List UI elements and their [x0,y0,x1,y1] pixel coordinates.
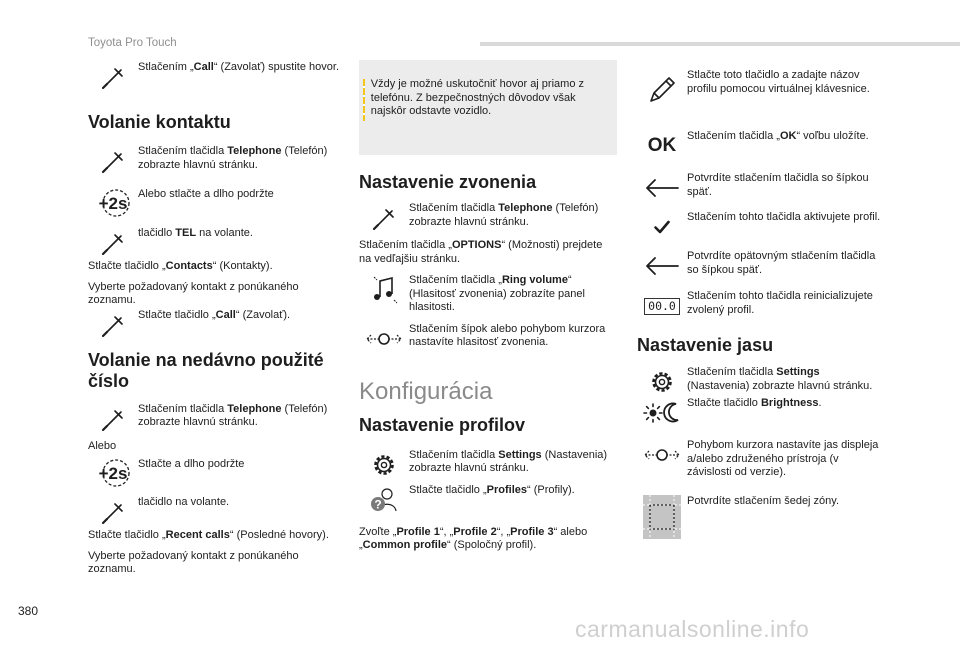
cursor-slider-icon [637,438,687,472]
section-heading-recent: Volanie na nedávno použité číslo [88,349,324,391]
music-note-icon [359,273,409,307]
tap-hand-icon [359,201,409,235]
instruction-steering [88,495,343,529]
instruction-grey-zone [637,494,882,540]
ok-label: OK [647,135,677,156]
instruction-ring-volume [359,273,617,315]
instruction-text: Stlačením tlačidla Telephone (Telefón) zobrazte hlavnú stránku. [409,202,599,228]
pencil-icon [637,68,687,112]
tap-hand-icon [88,60,138,94]
paragraph: Vyberte požadovaný kontakt z ponúkaného zoznamu. [88,280,299,306]
instruction-profiles [359,483,617,517]
instruction-text: Stlačte a dlho podržte [138,458,245,470]
instruction-settings [637,365,882,399]
instruction-text: Stlačením tlačidla „OK“ voľbu uložíte. [687,130,869,142]
instruction-arrows [359,322,617,356]
tap-hand-icon [88,144,138,178]
instruction-telephone [359,201,617,235]
note-marker-icon [363,79,365,121]
instruction-call [88,60,343,94]
instruction-reset [637,289,882,323]
instruction-text: Stlačením tlačidla „Ring volume“ (Hlasitosť zvonenia) zobrazíte panel hlasitosti. [409,274,585,313]
ok-icon [637,129,687,163]
instruction-text: Stlačením tlačidla Settings (Nastavenia) zobrazte hlavnú stránku. [687,366,873,392]
info-note [359,60,617,155]
column-middle [359,60,617,553]
watermark: carmanualsonline.info [575,616,810,642]
instruction-text: Stlačením tlačidla Telephone (Telefón) zobrazte hlavnú stránku. [138,402,328,428]
tap-hand-icon [88,226,138,260]
header-divider [480,42,960,46]
section-heading-contact: Volanie kontaktu [88,112,231,132]
instruction-text: Stlačením tohto tlačidla aktivujete profil. [687,211,881,223]
instruction-back [637,171,882,205]
instruction-cursor [637,438,882,480]
instruction-telephone [88,144,343,178]
instruction-brightness [637,396,882,430]
instruction-back-again [637,249,882,283]
instruction-text: Stlačením tohto tlačidla reinicializujete zvolený profil. [687,290,873,316]
cursor-slider-icon [359,322,409,356]
instruction-text: Potvrdíte stlačením šedej zóny. [687,494,840,507]
grey-zone-icon [637,494,687,540]
long-press-icon [88,187,138,221]
instruction-call [88,308,343,342]
instruction-text: Pohybom kurzora nastavíte jas displeja a/alebo združeného prístroja (v závislosti od verzie). [687,439,879,478]
brightness-icon [637,396,687,430]
instruction-activate [637,210,882,244]
instruction-edit-name [637,68,882,112]
instruction-settings [359,448,617,482]
instruction-text: Stlačením tlačidla Telephone (Telefón) zobrazte hlavnú stránku. [138,145,328,171]
instruction-telephone [88,402,343,436]
paragraph: Alebo [88,439,117,452]
note-text: Vždy je možné uskutočniť hovor aj priamo z telefónu. Z bezpečnostných dôvodov však najskôr odstavte vozidlo. [370,78,584,117]
instruction-ok [637,129,882,163]
tap-hand-icon [88,402,138,436]
instruction-text: Potvrdíte stlačením tlačidla so šípkou späť. [687,172,869,198]
section-heading-profiles: Nastavenie profilov [359,414,526,435]
instruction-tel [88,226,343,260]
instruction-text: Stlačte toto tlačidlo a zadajte názov profilu pomocou virtuálnej klávesnice. [687,69,870,95]
reset-counter-icon [637,289,687,323]
instruction-text: Stlačením tlačidla Settings (Nastavenia) zobrazte hlavnú stránku. [409,448,608,474]
tap-hand-icon [88,308,138,342]
section-heading-brightness: Nastavenie jasu [637,335,774,355]
long-press-icon [88,457,138,491]
gear-icon [637,365,687,399]
press-duration-label: +2s [98,464,128,483]
paragraph: Zvoľte „Profile 1“, „Profile 2“, „Profile 3“ alebo „Common profile“ (Spoločný profil). [359,525,588,551]
gear-icon [359,448,409,482]
check-icon [637,210,687,244]
profile-question-icon [359,483,409,517]
column-left [88,60,343,577]
paragraph: Stlačením tlačidla „OPTIONS“ (Možnosti) prejdete na vedľajšiu stránku. [359,239,603,265]
instruction-text: tlačidlo TEL na volante. [138,227,253,239]
section-heading-ring: Nastavenie zvonenia [359,172,537,192]
paragraph: Stlačte tlačidlo „Contacts“ (Kontakty). [88,260,273,272]
instruction-long-press [88,187,343,221]
svg-text:?: ? [374,497,382,511]
instruction-text: Stlačte tlačidlo „Call“ (Zavolať). [138,308,291,321]
tap-hand-icon [88,495,138,529]
header-title: Toyota Pro Touch [88,37,177,49]
paragraph: Vyberte požadovaný kontakt z ponúkaného zoznamu. [88,549,299,575]
press-duration-label: +2s [98,194,128,213]
page-number: 380 [18,604,39,618]
counter-label: 00.0 [644,298,680,315]
instruction-text: Stlačením šípok alebo pohybom kurzora nastavíte hlasitosť zvonenia. [409,322,606,348]
instruction-long-press [88,457,343,491]
column-right [637,60,882,540]
instruction-text: Stlačením „Call“ (Zavolať) spustite hovor. [138,61,340,73]
instruction-text: Alebo stlačte a dlho podržte [138,188,274,200]
instruction-text: Stlačte tlačidlo Brightness. [687,397,822,409]
back-arrow-icon [637,171,687,205]
chapter-heading-config: Konfigurácia [359,377,493,405]
back-arrow-icon [637,249,687,283]
instruction-text: Potvrdíte opätovným stlačením tlačidla so šípkou späť. [687,250,876,276]
instruction-text: Stlačte tlačidlo „Profiles“ (Profily). [409,483,575,496]
paragraph: Stlačte tlačidlo „Recent calls“ (Posledné hovory). [88,529,329,541]
instruction-text: tlačidlo na volante. [138,496,230,508]
